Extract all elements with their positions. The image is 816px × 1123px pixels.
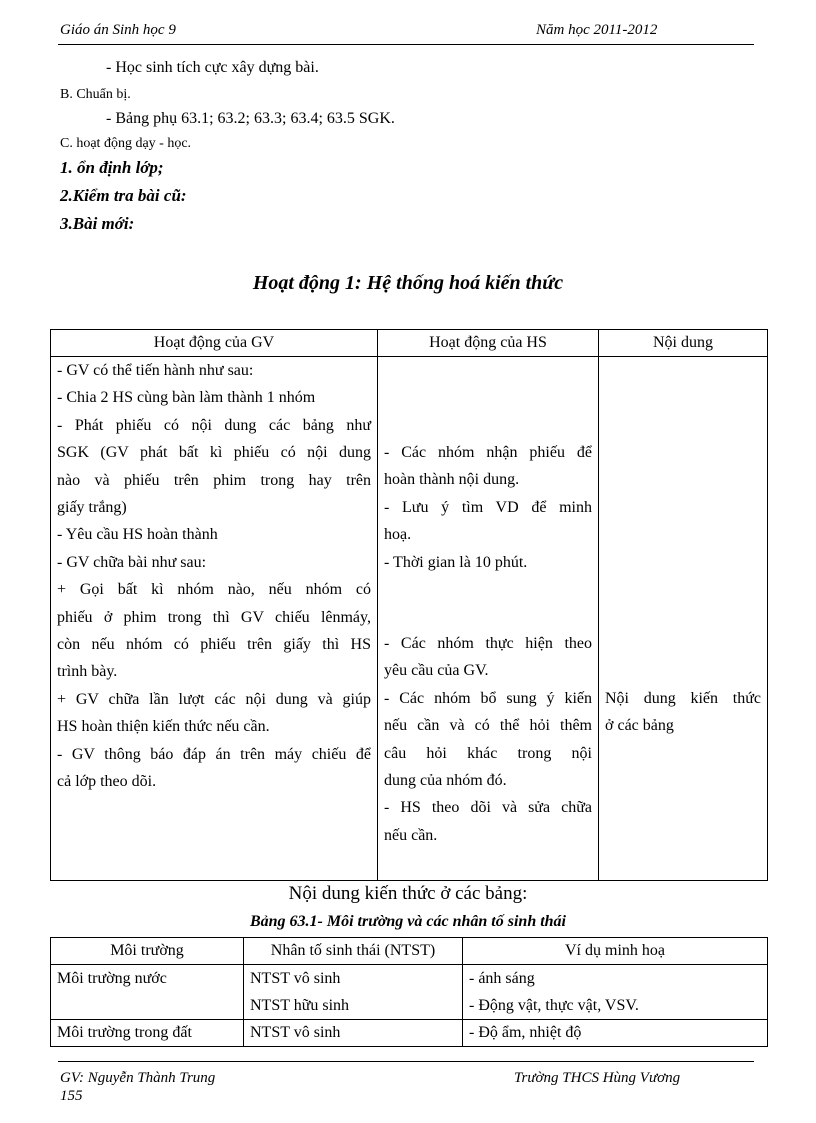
- gv-line: phiếu ở phim trong thì GV chiếu lênmáy,: [57, 608, 371, 626]
- footer-author: GV: Nguyễn Thành Trung: [60, 1070, 216, 1086]
- content-cell: [599, 357, 768, 881]
- env-cell: [51, 1020, 244, 1047]
- gv-line: trình bày.: [57, 663, 118, 681]
- gv-line: HS hoàn thiện kiến thức nếu cần.: [57, 718, 270, 736]
- env-cell: [51, 965, 244, 1020]
- example-cell: [463, 1020, 768, 1047]
- hs-line: - HS theo dõi và sửa chữa: [384, 799, 592, 817]
- gv-line: cả lớp theo dõi.: [57, 773, 157, 791]
- header-hs: Hoạt động của HS: [378, 330, 599, 357]
- env-label: Môi trường trong đất: [57, 1024, 192, 1041]
- table-63-1: [50, 937, 768, 1047]
- hs-line: - Các nhóm nhận phiếu để: [384, 444, 592, 461]
- step-1: 1. ổn định lớp;: [60, 158, 164, 177]
- table-header-row: [51, 938, 768, 965]
- col-examples: Ví dụ minh hoạ: [463, 938, 768, 965]
- content-heading: Nội dung kiến thức ở các bảng:: [288, 883, 528, 904]
- footer-rule: [58, 1061, 754, 1062]
- page-number: 155: [60, 1088, 83, 1104]
- gv-line: - GV có thể tiến hành như sau:: [57, 362, 254, 379]
- gv-line: nào và phiếu trên phim trong hay trên: [57, 471, 371, 489]
- gv-line: - GV thông báo đáp án trên máy chiếu để: [57, 745, 371, 763]
- hs-line: - Lưu ý tìm VD để minh: [384, 498, 592, 516]
- gv-cell: [51, 357, 378, 881]
- example-cell: [463, 965, 768, 1020]
- hs-line: hoạ.: [384, 526, 412, 544]
- intro-line2: - Bảng phụ 63.1; 63.2; 63.3; 63.4; 63.5 SGK.: [106, 110, 395, 127]
- content-line: Nội dung kiến thức: [605, 690, 761, 707]
- hs-line: - Thời gian là 10 phút.: [384, 553, 528, 571]
- hs-line: nếu cần và có thể hỏi thêm: [384, 717, 592, 735]
- hs-line: - Các nhóm thực hiện theo: [384, 635, 592, 653]
- example-item: - Độ ẩm, nhiệt độ: [469, 1024, 582, 1041]
- step-2: 2.Kiểm tra bài cũ:: [60, 186, 187, 205]
- header-year: Năm học 2011-2012: [536, 22, 658, 38]
- header-subject: Giáo án Sinh học 9: [60, 22, 176, 38]
- hs-line: nếu cần.: [384, 826, 438, 844]
- intro-line1: - Học sinh tích cực xây dựng bài.: [106, 59, 319, 76]
- gv-line: + GV chữa lần lượt các nội dung và giúp: [57, 690, 371, 708]
- header-rule: [58, 44, 754, 45]
- header-content: Nội dung: [599, 330, 768, 357]
- table-title: Bảng 63.1- Môi trường và các nhân tố sinh thái: [249, 913, 566, 930]
- gv-line: - Phát phiếu có nội dung các bảng như: [57, 416, 371, 434]
- hs-line: hoàn thành nội dung.: [384, 471, 520, 489]
- activity-header-row: [51, 330, 768, 357]
- example-item: - ánh sáng: [469, 970, 535, 987]
- hs-cell: [378, 357, 599, 881]
- gv-line: - Yêu cầu HS hoàn thành: [57, 526, 218, 544]
- factor-item: NTST hữu sinh: [250, 997, 350, 1014]
- gv-line: SGK (GV phát bất kì phiếu có nội dung: [57, 444, 371, 462]
- factor-item: NTST vô sinh: [250, 1024, 341, 1041]
- table-row: [51, 1020, 768, 1047]
- table-row: [51, 965, 768, 1020]
- gv-line: còn nếu nhóm có phiếu trên giấy thì HS: [57, 636, 371, 654]
- factor-cell: [244, 965, 463, 1020]
- content-line: ở các bảng: [605, 717, 674, 735]
- hs-line: dung của nhóm đó.: [384, 772, 507, 790]
- section-b: B. Chuẩn bị.: [60, 87, 131, 102]
- hs-line: - Các nhóm bổ sung ý kiến: [384, 689, 592, 707]
- col-factors: Nhân tố sinh thái (NTST): [244, 938, 463, 965]
- gv-line: - Chia 2 HS cùng bàn làm thành 1 nhóm: [57, 389, 316, 407]
- factor-item: NTST vô sinh: [250, 970, 341, 987]
- header-gv: Hoạt động của GV: [51, 330, 378, 357]
- section-c: C. hoạt động dạy - học.: [60, 136, 192, 151]
- hs-line: yêu cầu của GV.: [384, 662, 489, 680]
- example-item: - Động vật, thực vật, VSV.: [469, 997, 639, 1014]
- step-3: 3.Bài mới:: [60, 214, 135, 233]
- activity-title: Hoạt động 1: Hệ thống hoá kiến thức: [252, 272, 564, 294]
- gv-line: - GV chữa bài như sau:: [57, 553, 207, 571]
- gv-line: + Gọi bất kì nhóm nào, nếu nhóm có: [57, 581, 371, 599]
- col-env: Môi trường: [51, 938, 244, 965]
- hs-line: câu hỏi khác trong nội: [384, 744, 592, 762]
- gv-line: giấy trắng): [57, 499, 127, 517]
- env-label: Môi trường nước: [57, 970, 167, 987]
- activity-table: [50, 329, 768, 881]
- footer-school: Trường THCS Hùng Vương: [514, 1070, 681, 1086]
- factor-cell: [244, 1020, 463, 1047]
- activity-body-row: [51, 357, 768, 881]
